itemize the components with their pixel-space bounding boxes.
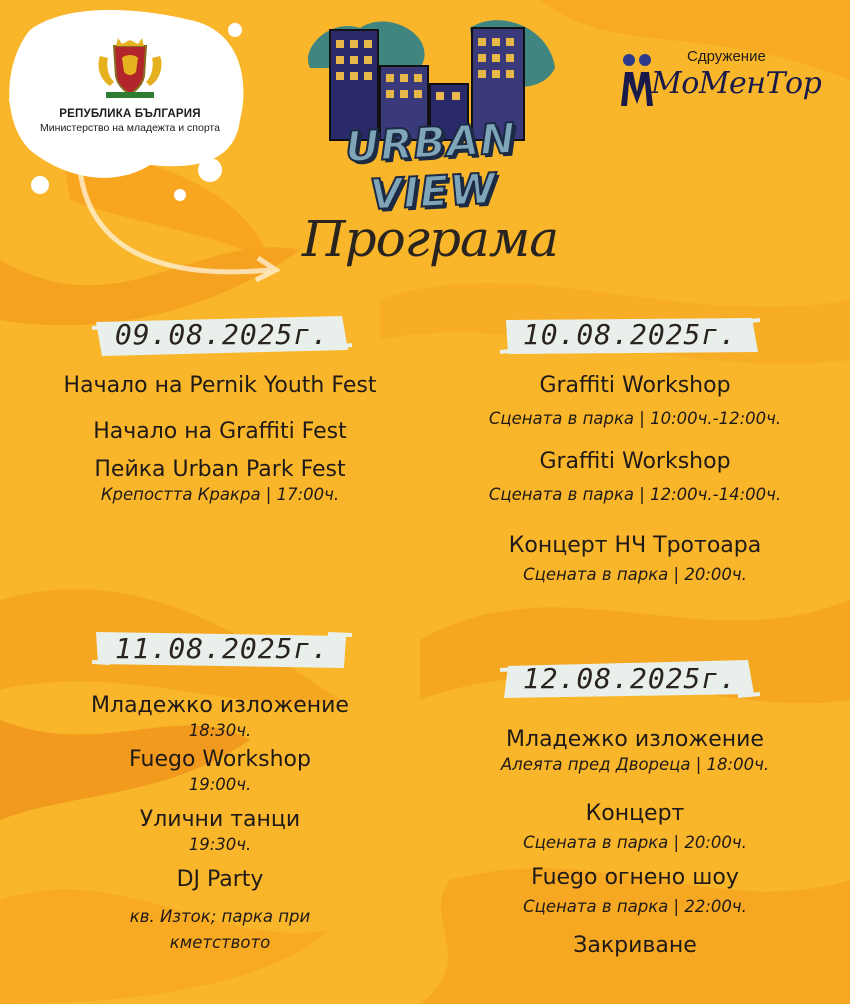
- coat-of-arms-icon: [92, 36, 168, 102]
- event-title: Начало на Pernik Youth Fest: [63, 373, 377, 398]
- event-title: Graffiti Workshop: [539, 449, 731, 474]
- event-location: 18:30ч.: [188, 721, 252, 740]
- event-location: Алеята пред Двореца | 18:00ч.: [500, 755, 770, 774]
- event-location: Сцената в парка | 22:00ч.: [523, 897, 747, 916]
- event-title: Пейка Urban Park Fest: [94, 457, 346, 482]
- ministry-name: Министерство на младежта и спорта: [40, 122, 220, 134]
- date-day4: 12.08.2025г.: [522, 662, 738, 695]
- date-banner-day1: [92, 312, 352, 358]
- event-title: Младежко изложение: [506, 727, 764, 752]
- program-title: Програма: [301, 210, 559, 268]
- ministry-country: РЕПУБЛИКА БЪЛГАРИЯ: [59, 108, 201, 120]
- date-day1: 09.08.2025г.: [114, 318, 330, 351]
- schedule-day1: [20, 372, 420, 506]
- event-location: Сцената в парка | 20:00ч.: [523, 833, 747, 852]
- schedule-day4: [430, 726, 840, 960]
- event-title: Fuego огнено шоу: [531, 865, 739, 890]
- schedule-day2: [430, 372, 840, 586]
- urban-view-logo: URBAN VIEW: [343, 113, 518, 220]
- event-location: Крепостта Кракра | 17:00ч.: [100, 485, 340, 504]
- schedule-day3: [20, 692, 420, 956]
- event-location: Сцената в парка | 10:00ч.-12:00ч.: [488, 409, 782, 428]
- event-title: DJ Party: [176, 867, 264, 892]
- event-location: Сцената в парка | 12:00ч.-14:00ч.: [488, 485, 782, 504]
- event-title: Начало на Graffiti Fest: [93, 419, 347, 444]
- date-banner-day2: [500, 312, 760, 358]
- date-day3: 11.08.2025г.: [114, 632, 330, 665]
- partner-name: МоМенТор: [651, 66, 822, 101]
- ministry-logo: [30, 108, 230, 134]
- event-title: Graffiti Workshop: [539, 373, 731, 398]
- event-location: Сцената в парка | 20:00ч.: [523, 565, 747, 584]
- event-location: кв. Изток; парка при кметството: [129, 907, 311, 952]
- event-title: Младежко изложение: [91, 693, 349, 718]
- event-title: Улични танци: [139, 807, 301, 832]
- event-title: Концерт НЧ Тротоара: [508, 533, 762, 558]
- date-day2: 10.08.2025г.: [522, 318, 738, 351]
- event-title: Закриване: [573, 933, 697, 958]
- date-banner-day4: [500, 656, 760, 702]
- event-title: Концерт: [585, 801, 685, 826]
- event-location: 19:30ч.: [188, 835, 252, 854]
- event-title: Fuego Workshop: [129, 747, 311, 772]
- date-banner-day3: [92, 626, 352, 672]
- partner-label: Сдружение: [687, 48, 766, 65]
- event-location: 19:00ч.: [188, 775, 252, 794]
